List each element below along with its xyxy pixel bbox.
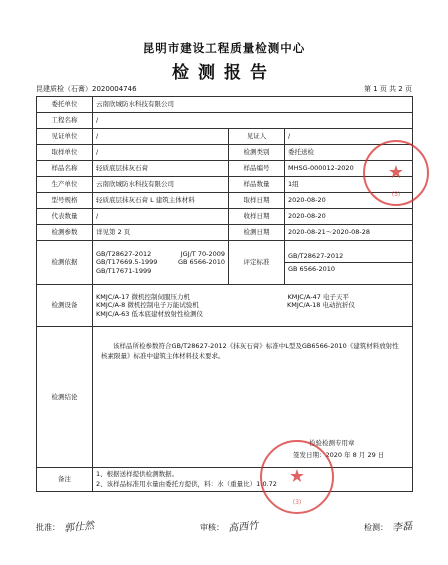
page-info: 第 1 页 共 2 页 (363, 85, 412, 93)
test-label: 检测： (364, 523, 388, 532)
label-sample-no: 样品编号 (229, 161, 285, 177)
row-test-params (37, 225, 413, 241)
seal-stamp (363, 140, 429, 206)
label-remarks: 备注 (37, 468, 93, 492)
value-test-basis (93, 241, 229, 285)
approve-sig: 郭仕然 (63, 520, 95, 535)
label-test-basis: 检测依据 (37, 241, 93, 285)
value-judgment-std (285, 241, 413, 285)
report-title: 检测报告 (172, 63, 276, 83)
label-receive-date: 收样日期 (229, 209, 285, 225)
label-sample-qty: 样品数量 (229, 177, 285, 193)
value-manufacturer: 云南欣城防水科技有限公司 (93, 177, 229, 193)
seal-number: (3) (391, 191, 401, 198)
label-sampling-unit: 取样单位 (37, 145, 93, 161)
row-sample-name (37, 161, 413, 177)
equipment-item: KMJC/A-47 电子天平 (287, 293, 350, 302)
label-sampling-date: 取样日期 (229, 193, 285, 209)
label-sample-name: 样品名称 (37, 161, 93, 177)
approve-signature (36, 518, 94, 533)
value-sampling-date: 2020-08-20 (285, 193, 413, 209)
label-conclusion: 检测结论 (37, 327, 93, 468)
basis-standard: GB 6566-2010 (178, 258, 225, 267)
value-represent-qty: / (93, 209, 229, 225)
seal-number: (3) (292, 499, 302, 506)
value-witness: / (285, 129, 413, 145)
row-model (37, 193, 413, 209)
conclusion-text: 该样品所检参数符合GB/T28627-2012《抹灰石膏》标准中L型及GB6566-2010《建筑材料放射性核素限量》标准中建筑主体材料技术要求。 (101, 342, 399, 361)
value-test-category: 委托送检 (285, 145, 413, 161)
stamp-text: 检验检测专用章 (309, 439, 355, 447)
value-sample-name: 轻质底层抹灰石膏 (93, 161, 229, 177)
basis-standard: JGJ/T 70-2009 (180, 250, 225, 259)
basis-standard: GB/T17671-1999 (96, 266, 152, 275)
star-icon: ★ (387, 162, 405, 183)
value-receive-date: 2020-08-20 (285, 209, 413, 225)
review-signature (200, 518, 258, 533)
label-judgment-std: 评定标准 (229, 241, 285, 285)
value-sample-qty: 1组 (285, 177, 413, 193)
row-client (37, 97, 413, 113)
value-project: / (93, 113, 413, 129)
label-project: 工程名称 (37, 113, 93, 129)
label-equipment: 检测设备 (37, 285, 93, 327)
test-sig: 李磊 (391, 520, 413, 535)
label-witness: 见证人 (229, 129, 285, 145)
review-label: 审核： (200, 523, 224, 532)
equipment-item: KMJC/A-63 低本底建材放射性检测仪 (96, 309, 204, 318)
value-test-params: 详见第 2 页 (93, 225, 229, 241)
label-test-category: 检测类别 (229, 145, 285, 161)
label-client: 委托单位 (37, 97, 93, 113)
row-represent-qty (37, 209, 413, 225)
equipment-item: KMJC/A-8 微机控制电子万能试验机 (96, 301, 199, 310)
organization-name: 昆明市建设工程质量检测中心 (142, 41, 306, 55)
label-represent-qty: 代表数量 (37, 209, 93, 225)
judgment-standard: GB/T28627-2012 (288, 251, 344, 260)
seal-stamp (260, 440, 334, 514)
label-test-date: 检测日期 (229, 225, 285, 241)
star-icon: ★ (288, 466, 306, 487)
equipment-item: KMJC/A-18 电动抗折仪 (287, 301, 356, 310)
judgment-standard: GB 6566-2010 (285, 262, 412, 273)
issue-date: 签发日期：2020 年 8 月 29 日 (293, 451, 385, 459)
approve-label: 批准： (36, 523, 60, 532)
document-number: 昆建质检（石膏）2020004746 (36, 85, 137, 93)
report-table (36, 96, 413, 492)
value-test-date: 2020-08-21～2020-08-28 (285, 225, 413, 241)
label-test-params: 检测参数 (37, 225, 93, 241)
equipment-item: KMJC/A-17 微机控制伺服压力机 (96, 293, 191, 302)
row-equipment (37, 285, 413, 327)
value-witness-unit: / (93, 129, 229, 145)
label-witness-unit: 见证单位 (37, 129, 93, 145)
row-sampling-unit (37, 145, 413, 161)
test-signature (364, 518, 412, 533)
value-client: 云南欣城防水科技有限公司 (93, 97, 413, 113)
row-witness (37, 129, 413, 145)
value-model: 轻质底层抹灰石膏 L 建筑主体材料 (93, 193, 229, 209)
basis-standard: GB/T28627-2012 (96, 250, 152, 259)
label-model: 型号规格 (37, 193, 93, 209)
row-manufacturer (37, 177, 413, 193)
review-sig: 高西竹 (227, 520, 259, 535)
value-remarks (93, 468, 413, 492)
remark-item: 2、该样品标准用水量由委托方提供，料：水（重量比）1:0.72 (96, 479, 277, 488)
value-equipment (93, 285, 413, 327)
row-project (37, 113, 413, 129)
row-test-basis (37, 241, 413, 285)
value-conclusion (93, 327, 413, 468)
basis-standard: GB/T17669.5-1999 (96, 258, 158, 267)
value-sampling-unit: / (93, 145, 229, 161)
row-conclusion (37, 327, 413, 468)
remark-item: 1、根据送样提供检测数据。 (96, 470, 179, 479)
signature-row (36, 518, 412, 533)
value-sample-no: MHSG-000012-2020 (285, 161, 413, 177)
label-manufacturer: 生产单位 (37, 177, 93, 193)
row-remarks (37, 468, 413, 492)
